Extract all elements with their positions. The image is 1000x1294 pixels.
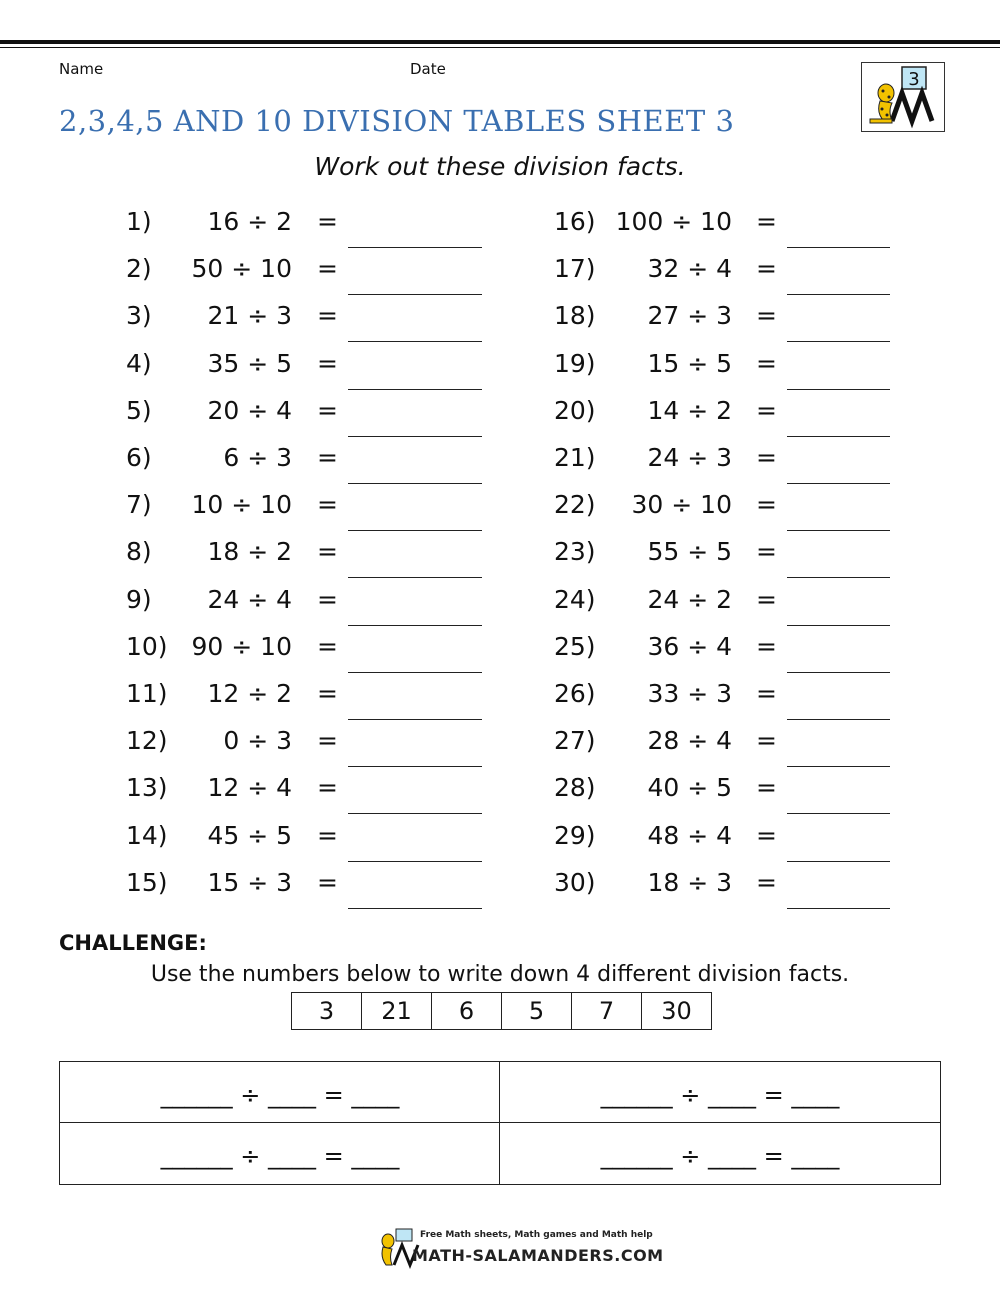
equals-sign: = xyxy=(756,490,777,520)
division-expression: 55 ÷ 5 xyxy=(647,537,732,567)
number-cell: 7 xyxy=(572,993,642,1029)
answer-blank[interactable] xyxy=(787,293,890,295)
question-number: 26) xyxy=(554,679,596,708)
division-expression: 33 ÷ 3 xyxy=(647,679,732,708)
equals-sign: = xyxy=(756,207,777,236)
equals-sign: = xyxy=(756,537,777,567)
number-cell: 3 xyxy=(292,993,362,1029)
question-number: 14) xyxy=(126,820,168,850)
number-cell: 5 xyxy=(502,993,572,1029)
question-number: 17) xyxy=(554,254,596,284)
question-row xyxy=(0,349,1000,389)
question-number: 20) xyxy=(554,395,596,425)
question-row xyxy=(0,254,1000,294)
question-number: 13) xyxy=(126,773,168,803)
answer-blank[interactable] xyxy=(787,388,890,390)
division-expression: 14 ÷ 2 xyxy=(647,395,732,425)
answer-blank[interactable] xyxy=(787,671,890,673)
question-row xyxy=(0,207,1000,247)
question-number: 29) xyxy=(554,820,596,850)
division-expression: 12 ÷ 2 xyxy=(207,679,292,708)
division-expression: 35 ÷ 5 xyxy=(207,348,292,378)
division-expression: 48 ÷ 4 xyxy=(647,820,732,850)
question-number: 12) xyxy=(126,726,168,756)
question-number: 11) xyxy=(126,679,168,708)
division-expression: 15 ÷ 3 xyxy=(207,867,292,897)
answer-blank[interactable] xyxy=(787,718,890,720)
answer-blank[interactable] xyxy=(787,812,890,814)
equals-sign: = xyxy=(756,395,777,425)
question-number: 5) xyxy=(126,395,152,425)
equals-sign: = xyxy=(317,490,338,520)
answer-blank[interactable] xyxy=(787,482,890,484)
answer-blank[interactable] xyxy=(787,907,890,909)
division-expression: 27 ÷ 3 xyxy=(647,301,732,331)
question-number: 22) xyxy=(554,490,596,520)
equals-sign: = xyxy=(317,679,338,708)
answer-blank[interactable] xyxy=(787,576,890,578)
equals-sign: = xyxy=(756,443,777,472)
equals-sign: = xyxy=(317,254,338,284)
division-expression: 21 ÷ 3 xyxy=(207,301,292,331)
question-number: 19) xyxy=(554,348,596,378)
division-expression: 12 ÷ 4 xyxy=(207,773,292,803)
question-row xyxy=(0,726,1000,766)
answer-blank[interactable] xyxy=(787,435,890,437)
division-expression: 30 ÷ 10 xyxy=(631,490,732,520)
question-number: 2) xyxy=(126,254,152,284)
question-number: 6) xyxy=(126,443,152,472)
footer-tagline: Free Math sheets, Math games and Math help xyxy=(420,1230,653,1240)
equals-sign: = xyxy=(756,348,777,378)
division-expression: 90 ÷ 10 xyxy=(191,631,292,661)
equals-sign: = xyxy=(317,443,338,472)
question-row xyxy=(0,396,1000,436)
equals-sign: = xyxy=(756,820,777,850)
division-expression: 40 ÷ 5 xyxy=(647,773,732,803)
worksheet-subtitle: Work out these division facts. xyxy=(314,152,686,181)
equals-sign: = xyxy=(317,773,338,803)
number-box xyxy=(291,992,712,1030)
logo-grade: 3 xyxy=(908,69,920,90)
number-cell: 21 xyxy=(362,993,432,1029)
answer-cell[interactable]: ______ ÷ ____ = ____ xyxy=(160,1142,400,1170)
question-row xyxy=(0,443,1000,483)
equals-sign: = xyxy=(317,820,338,850)
question-row xyxy=(0,679,1000,719)
division-expression: 0 ÷ 3 xyxy=(223,726,292,756)
equals-sign: = xyxy=(756,254,777,284)
equals-sign: = xyxy=(756,867,777,897)
question-row xyxy=(0,821,1000,861)
question-row xyxy=(0,537,1000,577)
equals-sign: = xyxy=(317,584,338,614)
equals-sign: = xyxy=(317,537,338,567)
number-cell: 30 xyxy=(661,997,692,1025)
division-expression: 36 ÷ 4 xyxy=(647,631,732,661)
equals-sign: = xyxy=(756,631,777,661)
question-number: 16) xyxy=(554,207,596,236)
equals-sign: = xyxy=(317,348,338,378)
challenge-instruction: Use the numbers below to write down 4 different division facts. xyxy=(150,962,850,987)
question-number: 7) xyxy=(126,490,152,520)
division-expression: 24 ÷ 2 xyxy=(647,584,732,614)
top-rule-thin xyxy=(0,47,1000,48)
division-expression: 6 ÷ 3 xyxy=(223,443,292,472)
question-row xyxy=(0,868,1000,908)
division-expression: 28 ÷ 4 xyxy=(647,726,732,756)
top-rule xyxy=(0,40,1000,44)
answer-blank[interactable] xyxy=(787,765,890,767)
question-number: 24) xyxy=(554,584,596,614)
equals-sign: = xyxy=(756,301,777,331)
division-expression: 24 ÷ 3 xyxy=(647,443,732,472)
date-label: Date xyxy=(410,60,446,78)
question-number: 30) xyxy=(554,867,596,897)
question-number: 27) xyxy=(554,726,596,756)
answer-cell[interactable]: ______ ÷ ____ = ____ xyxy=(160,1081,400,1109)
name-label: Name xyxy=(59,60,104,78)
question-number: 23) xyxy=(554,537,596,567)
equals-sign: = xyxy=(317,301,338,331)
salamander-logo xyxy=(861,62,945,132)
equals-sign: = xyxy=(317,631,338,661)
answer-blank[interactable] xyxy=(787,860,890,862)
division-expression: 18 ÷ 3 xyxy=(647,867,732,897)
equals-sign: = xyxy=(317,726,338,756)
division-expression: 100 ÷ 10 xyxy=(615,207,732,236)
division-expression: 20 ÷ 4 xyxy=(207,395,292,425)
challenge-answer-grid xyxy=(59,1061,941,1185)
equals-sign: = xyxy=(756,726,777,756)
division-expression: 16 ÷ 2 xyxy=(207,207,292,236)
question-number: 18) xyxy=(554,301,596,331)
division-expression: 10 ÷ 10 xyxy=(191,490,292,520)
answer-blank[interactable] xyxy=(787,246,890,248)
equals-sign: = xyxy=(317,207,338,236)
equals-sign: = xyxy=(317,395,338,425)
question-row xyxy=(0,773,1000,813)
answer-cell[interactable]: ______ ÷ ____ = ____ xyxy=(600,1142,840,1170)
question-number: 3) xyxy=(126,301,152,331)
division-expression: 32 ÷ 4 xyxy=(647,254,732,284)
question-number: 8) xyxy=(126,537,152,567)
answer-blank[interactable] xyxy=(787,624,890,626)
answer-blank[interactable] xyxy=(787,340,890,342)
answer-cell[interactable]: ______ ÷ ____ = ____ xyxy=(600,1081,840,1109)
question-number: 25) xyxy=(554,631,596,661)
question-row xyxy=(0,585,1000,625)
division-expression: 15 ÷ 5 xyxy=(647,348,732,378)
question-row xyxy=(0,632,1000,672)
question-row xyxy=(0,301,1000,341)
question-number: 21) xyxy=(554,443,596,472)
question-row xyxy=(0,490,1000,530)
equals-sign: = xyxy=(756,773,777,803)
equals-sign: = xyxy=(756,584,777,614)
worksheet-title: 2,3,4,5 AND 10 DIVISION TABLES SHEET 3 xyxy=(59,104,735,138)
equals-sign: = xyxy=(317,867,338,897)
question-number: 28) xyxy=(554,773,596,803)
question-number: 1) xyxy=(126,207,152,236)
division-expression: 18 ÷ 2 xyxy=(207,537,292,567)
number-cell: 6 xyxy=(432,993,502,1029)
division-expression: 24 ÷ 4 xyxy=(207,584,292,614)
division-expression: 45 ÷ 5 xyxy=(207,820,292,850)
question-number: 9) xyxy=(126,584,152,614)
question-number: 15) xyxy=(126,867,168,897)
challenge-heading: CHALLENGE: xyxy=(59,931,207,955)
division-expression: 50 ÷ 10 xyxy=(191,254,292,284)
answer-blank[interactable] xyxy=(787,529,890,531)
footer-site[interactable]: MATH-SALAMANDERS.COM xyxy=(412,1246,664,1265)
equals-sign: = xyxy=(756,679,777,708)
question-number: 10) xyxy=(126,631,168,661)
question-number: 4) xyxy=(126,348,152,378)
